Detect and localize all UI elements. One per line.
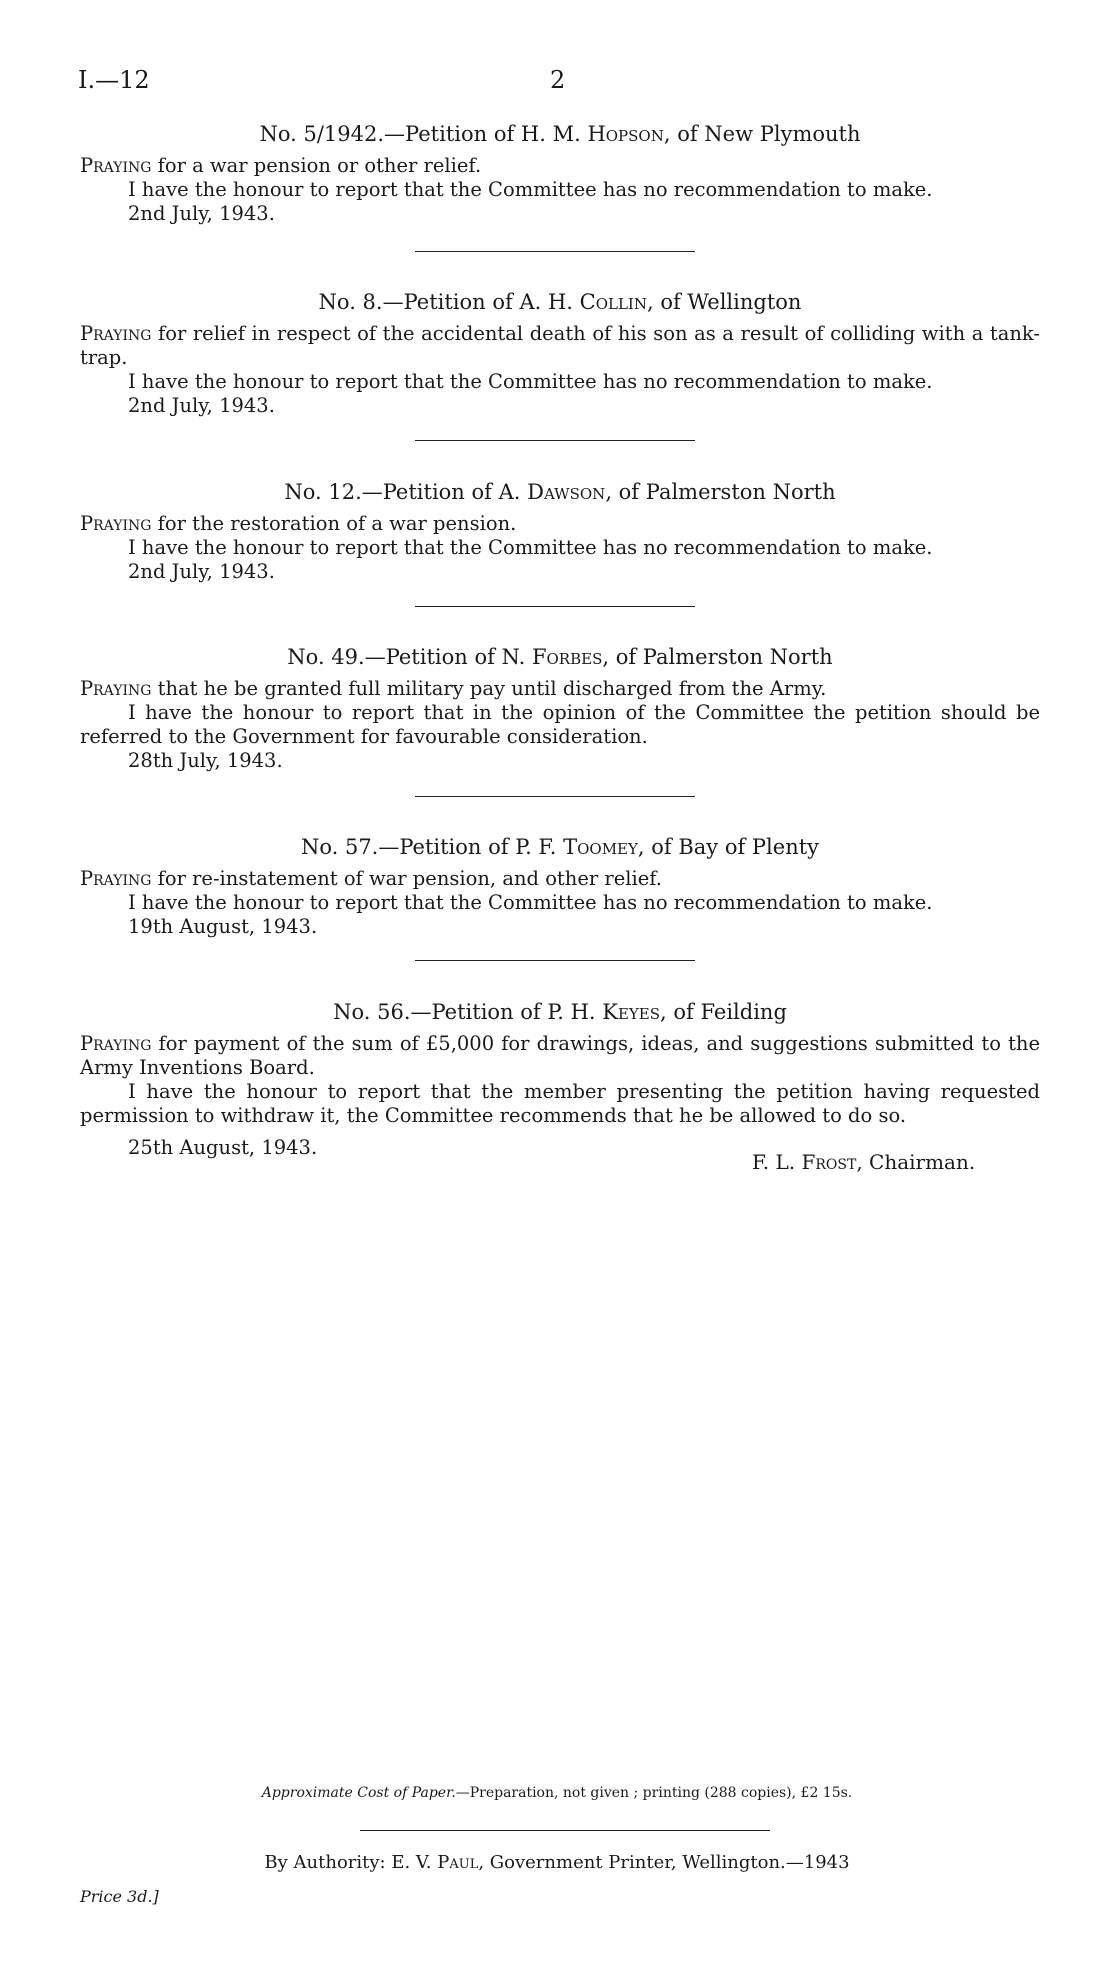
committee-report: I have the honour to report that the member presenting the petition having requested permission to withdraw it, the Committee recommends that he be allowed to do so. xyxy=(80,1080,1040,1127)
petition-entry xyxy=(80,835,1040,939)
committee-report: I have the honour to report that the Committee has no recommendation to make. xyxy=(128,370,933,393)
report-date: 25th August, 1943. xyxy=(128,1136,318,1159)
committee-report: I have the honour to report that the Committee has no recommendation to make. xyxy=(128,891,933,914)
committee-report: I have the honour to report that the Committee has no recommendation to make. xyxy=(128,178,933,201)
committee-report: I have the honour to report that the Committee has no recommendation to make. xyxy=(128,536,933,559)
page-number: 2 xyxy=(550,66,566,94)
report-date: 28th July, 1943. xyxy=(128,749,283,772)
section-divider xyxy=(415,796,695,797)
petition-entry xyxy=(80,480,1040,584)
petition-prayer: Praying for re-instatement of war pension, and other relief. xyxy=(80,867,662,890)
petition-prayer: Praying for relief in respect of the accidental death of his son as a result of colliding with a tank-trap. xyxy=(80,322,1040,369)
petition-prayer: Praying for a war pension or other relief. xyxy=(80,154,482,177)
footer-divider xyxy=(360,1830,770,1831)
chairman-signature: F. L. Frost, Chairman. xyxy=(752,1150,976,1174)
report-date: 2nd July, 1943. xyxy=(128,394,275,417)
cost-of-paper: Approximate Cost of Paper.—Preparation, not given ; printing (288 copies), £2 15s. xyxy=(261,1785,853,1801)
petition-title: No. 49.—Petition of N. Forbes, of Palmerston North xyxy=(287,645,833,669)
document-code: I.—12 xyxy=(78,66,150,94)
committee-report: I have the honour to report that in the opinion of the Committee the petition should be referred to the Government for favourable consideration. xyxy=(80,701,1040,748)
petition-title: No. 5/1942.—Petition of H. M. Hopson, of New Plymouth xyxy=(259,122,861,146)
petition-prayer: Praying that he be granted full military pay until discharged from the Army. xyxy=(80,677,827,700)
section-divider xyxy=(415,960,695,961)
report-date: 19th August, 1943. xyxy=(128,915,318,938)
report-date: 2nd July, 1943. xyxy=(128,202,275,225)
section-divider xyxy=(415,251,695,252)
printer-authority: By Authority: E. V. Paul, Government Printer, Wellington.—1943 xyxy=(264,1852,850,1873)
petition-prayer: Praying for payment of the sum of £5,000 for drawings, ideas, and suggestions submitted to the Army Inventions Board. xyxy=(80,1032,1041,1079)
report-date: 2nd July, 1943. xyxy=(128,560,275,583)
section-divider xyxy=(415,440,695,441)
petition-title: No. 12.—Petition of A. Dawson, of Palmerston North xyxy=(284,480,836,504)
petition-title: No. 8.—Petition of A. H. Collin, of Wellington xyxy=(318,290,802,314)
petition-title: No. 57.—Petition of P. F. Toomey, of Bay of Plenty xyxy=(300,835,820,859)
petition-title: No. 56.—Petition of P. H. Keyes, of Feilding xyxy=(333,1000,787,1024)
petition-entry xyxy=(80,1000,1040,1160)
price-label: Price 3d.] xyxy=(80,1887,159,1906)
petition-entry xyxy=(80,645,1040,773)
section-divider xyxy=(415,606,695,607)
petition-entry xyxy=(80,290,1040,418)
petition-prayer: Praying for the restoration of a war pension. xyxy=(80,512,517,535)
petition-entry xyxy=(80,122,1040,226)
